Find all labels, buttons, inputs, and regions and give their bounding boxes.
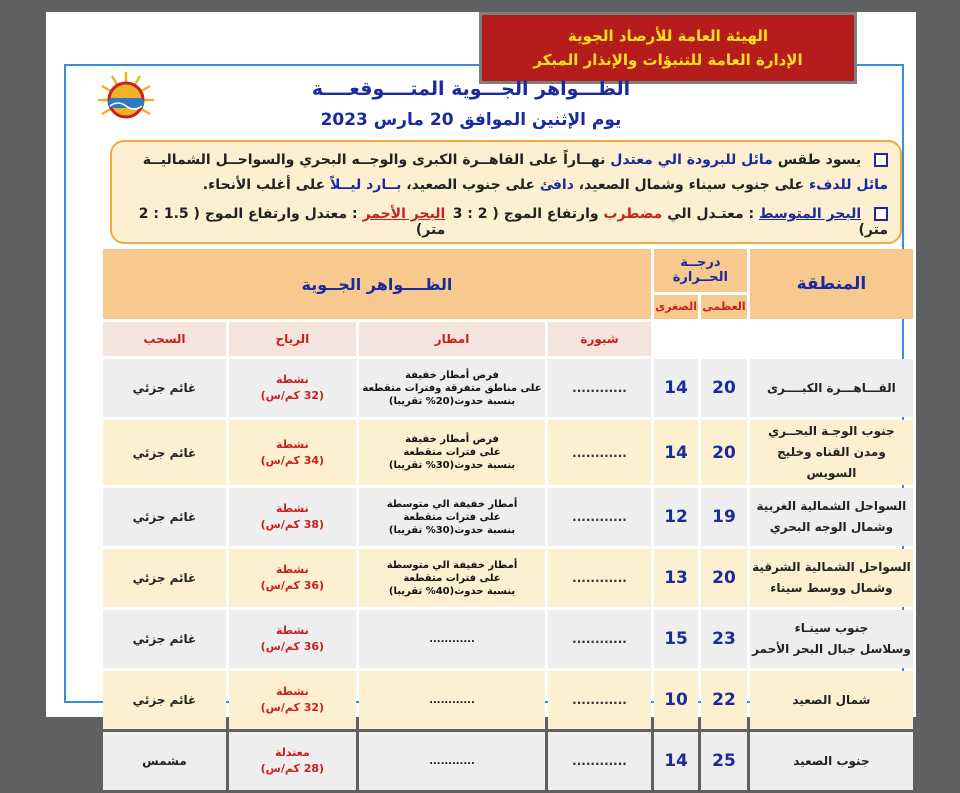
table-row [103, 732, 913, 790]
rain-value: أمطار خفيفة الي متوسطة على فترات متقطعة بنسبة حدوث(40% تقريبا) [359, 549, 545, 607]
sea-conditions [124, 206, 888, 238]
max-temp: 23 [701, 610, 747, 668]
header-temperature: درجــة الحــرارة [654, 249, 747, 292]
red-sea-conditions: البحر الأحمر : معتدل وارتفاع الموج ( 1.5 : 2 متر) [138, 206, 446, 238]
header-fog: شبورة [548, 322, 651, 356]
rain-value: فرص أمطار خفيفة على فترات متقطعة بنسبة حدوث(30% تقريبا) [359, 420, 545, 485]
max-temp: 19 [701, 488, 747, 546]
min-temp: 10 [654, 671, 698, 729]
forecast-slide [46, 12, 916, 775]
table-row [103, 549, 913, 607]
rain-value: ............ [359, 732, 545, 790]
fog-value: ............ [548, 610, 651, 668]
wind-value: نشطة (36 كم/س) [229, 549, 356, 607]
checkbox-bullet-icon [874, 207, 888, 221]
header-clouds: السحب [103, 322, 226, 356]
rain-value: ............ [359, 671, 545, 729]
page-title: الظـــواهر الجـــوية المتــــوقعــــة [311, 78, 631, 100]
summary-text: يسود طقس مائل للبرودة الي معتدل نهــاراً على القاهــرة الكبرى والوجــه البحري والسواحــل الشماليــة مائل للدفء على جنوب سيناء وشمال الصعيد، دافئ على جنوب الصعيد، بــارد ليــلاً على أغلب الأنحاء. [142, 152, 888, 193]
header-wind: الرياح [229, 322, 356, 356]
min-temp: 14 [654, 732, 698, 790]
wind-value: نشطة (36 كم/س) [229, 610, 356, 668]
min-temp: 14 [654, 359, 698, 417]
fog-value: ............ [548, 488, 651, 546]
min-temp: 13 [654, 549, 698, 607]
wind-value: نشطة (38 كم/س) [229, 488, 356, 546]
table-row [103, 420, 913, 485]
checkbox-bullet-icon [874, 153, 888, 167]
fog-value: ............ [548, 732, 651, 790]
rain-value: أمطار خفيفة الي متوسطة على فترات متقطعة بنسبة حدوث(30% تقريبا) [359, 488, 545, 546]
fog-value: ............ [548, 671, 651, 729]
org-department: الإدارة العامة للتنبؤات والإنذار المبكر [533, 51, 803, 69]
table-row [103, 359, 913, 417]
region-name: شمال الصعيد [750, 671, 913, 729]
forecast-date: يوم الإثنين الموافق 20 مارس 2023 [320, 110, 622, 130]
clouds-value: غائم جزئي [103, 488, 226, 546]
table-row [103, 488, 913, 546]
region-name: جنوب الصعيد [750, 732, 913, 790]
min-temp: 14 [654, 420, 698, 485]
meteorology-logo-icon [96, 70, 156, 130]
org-name: الهيئة العامة للأرصاد الجوية [567, 27, 769, 45]
header-region: المنطقة [750, 249, 913, 319]
region-name: السواحل الشمالية الشرقية وشمال ووسط سيناء [750, 549, 913, 607]
table-row [103, 610, 913, 668]
min-temp: 12 [654, 488, 698, 546]
clouds-value: غائم جزئي [103, 359, 226, 417]
min-temp: 15 [654, 610, 698, 668]
clouds-value: غائم جزئي [103, 610, 226, 668]
clouds-value: غائم جزئي [103, 671, 226, 729]
fog-value: ............ [548, 359, 651, 417]
table-row [103, 671, 913, 729]
mediterranean-conditions: البحر المتوسط : معتـدل الي مضطرب وارتفاع الموج ( 2 : 3 متر) [452, 206, 888, 238]
rain-value: ............ [359, 610, 545, 668]
region-name: السواحل الشمالية الغربية وشمال الوجه البحري [750, 488, 913, 546]
clouds-value: مشمس [103, 732, 226, 790]
forecast-table [100, 246, 916, 793]
max-temp: 22 [701, 671, 747, 729]
max-temp: 20 [701, 549, 747, 607]
rain-value: فرص أمطار خفيفة على مناطق متفرقة وفترات متقطعة بنسبة حدوث(20% تقريبا) [359, 359, 545, 417]
region-name: جنوب سينـاء وسلاسل جبال البحر الأحمر [750, 610, 913, 668]
region-name: جنوب الوجـة البحــري ومدن القناه وخليج السويس [750, 420, 913, 485]
header-phenomena: الظــــواهر الجــوية [103, 249, 651, 319]
clouds-value: غائم جزئي [103, 420, 226, 485]
wind-value: نشطة (32 كم/س) [229, 671, 356, 729]
wind-value: نشطة (32 كم/س) [229, 359, 356, 417]
fog-value: ............ [548, 420, 651, 485]
wind-value: نشطة (34 كم/س) [229, 420, 356, 485]
max-temp: 20 [701, 359, 747, 417]
max-temp: 20 [701, 420, 747, 485]
header-rain: امطار [359, 322, 545, 356]
fog-value: ............ [548, 549, 651, 607]
wind-value: معتدلة (28 كم/س) [229, 732, 356, 790]
region-name: القـــاهـــرة الكبــــرى [750, 359, 913, 417]
header-max: العظمى [701, 295, 747, 319]
max-temp: 25 [701, 732, 747, 790]
organization-header [479, 12, 857, 84]
clouds-value: غائم جزئي [103, 549, 226, 607]
summary-box [110, 140, 902, 244]
header-min: الصغرى [654, 295, 698, 319]
